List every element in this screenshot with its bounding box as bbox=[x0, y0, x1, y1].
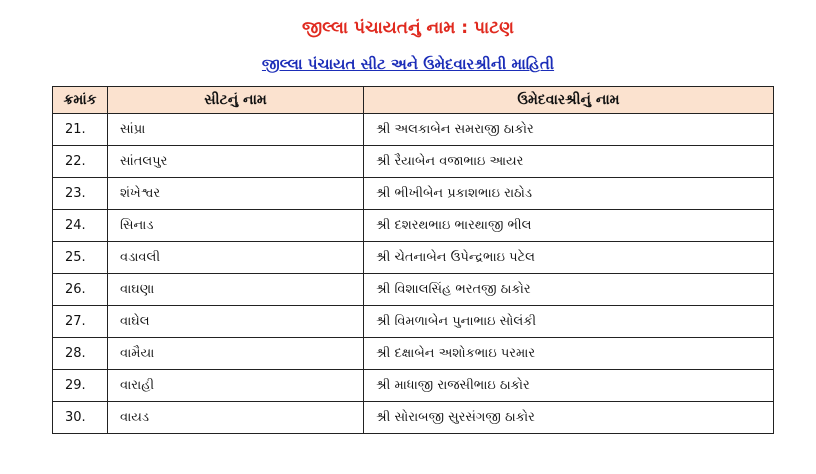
seat-cell: વાયડ bbox=[108, 402, 364, 434]
table-row bbox=[53, 178, 774, 210]
serial-cell: 29. bbox=[53, 370, 108, 402]
serial-cell: 28. bbox=[53, 338, 108, 370]
seat-cell: શંખેશ્વર bbox=[108, 178, 364, 210]
candidate-cell: શ્રી રૈયાબેન વજાભાઇ આયર bbox=[364, 146, 774, 178]
seat-cell: સાંપ્રા bbox=[108, 114, 364, 146]
page-title: જીલ્લા પંચાયતનું નામ : પાટણ bbox=[302, 18, 514, 38]
table-row bbox=[53, 210, 774, 242]
table-heading: જીલ્લા પંચાયત સીટ અને ઉમેદવારશ્રીની માહિતી bbox=[261, 55, 555, 73]
table-row bbox=[53, 274, 774, 306]
candidate-cell: શ્રી દશરથભાઇ ભારથાજી ભીલ bbox=[364, 210, 774, 242]
table-row bbox=[53, 370, 774, 402]
seat-cell: વાઘેલ bbox=[108, 306, 364, 338]
serial-cell: 22. bbox=[53, 146, 108, 178]
seat-cell: સાંતલપુર bbox=[108, 146, 364, 178]
seat-cell: વાઘણા bbox=[108, 274, 364, 306]
table-row bbox=[53, 114, 774, 146]
candidate-cell: શ્રી વિમળાબેન પુનાભાઇ સોલંકી bbox=[364, 306, 774, 338]
serial-cell: 21. bbox=[53, 114, 108, 146]
candidate-cell: શ્રી વિશાલસિંહ ભરતજી ઠાકોર bbox=[364, 274, 774, 306]
table-row bbox=[53, 402, 774, 434]
table-row bbox=[53, 306, 774, 338]
seat-cell: વારાહી bbox=[108, 370, 364, 402]
serial-cell: 24. bbox=[53, 210, 108, 242]
table-row bbox=[53, 146, 774, 178]
seat-candidate-table bbox=[52, 86, 774, 434]
candidate-cell: શ્રી ભીખીબેન પ્રકાશભાઇ રાઠોડ bbox=[364, 178, 774, 210]
header-serial: ક્રમાંક bbox=[53, 87, 108, 114]
candidate-cell: શ્રી સોરાબજી સુરસંગજી ઠાકોર bbox=[364, 402, 774, 434]
candidate-cell: શ્રી અલકાબેન સમરાજી ઠાકોર bbox=[364, 114, 774, 146]
seat-cell: વડાવલી bbox=[108, 242, 364, 274]
table-header bbox=[53, 87, 774, 114]
table-row bbox=[53, 338, 774, 370]
seat-cell: વામૈયા bbox=[108, 338, 364, 370]
serial-cell: 26. bbox=[53, 274, 108, 306]
header-candidate-name: ઉમેદવારશ્રીનું નામ bbox=[364, 87, 774, 114]
serial-cell: 23. bbox=[53, 178, 108, 210]
seat-cell: સિનાડ bbox=[108, 210, 364, 242]
table-body bbox=[53, 114, 774, 434]
serial-cell: 25. bbox=[53, 242, 108, 274]
header-row bbox=[53, 87, 774, 114]
candidate-cell: શ્રી માધાજી રાજસીભાઇ ઠાકોર bbox=[364, 370, 774, 402]
candidate-cell: શ્રી ચેતનાબેન ઉપેન્દ્રભાઇ પટેલ bbox=[364, 242, 774, 274]
candidate-cell: શ્રી દક્ષાબેન અશોકભાઇ પરમાર bbox=[364, 338, 774, 370]
serial-cell: 30. bbox=[53, 402, 108, 434]
serial-cell: 27. bbox=[53, 306, 108, 338]
header-seat-name: સીટનું નામ bbox=[108, 87, 364, 114]
table-row bbox=[53, 242, 774, 274]
